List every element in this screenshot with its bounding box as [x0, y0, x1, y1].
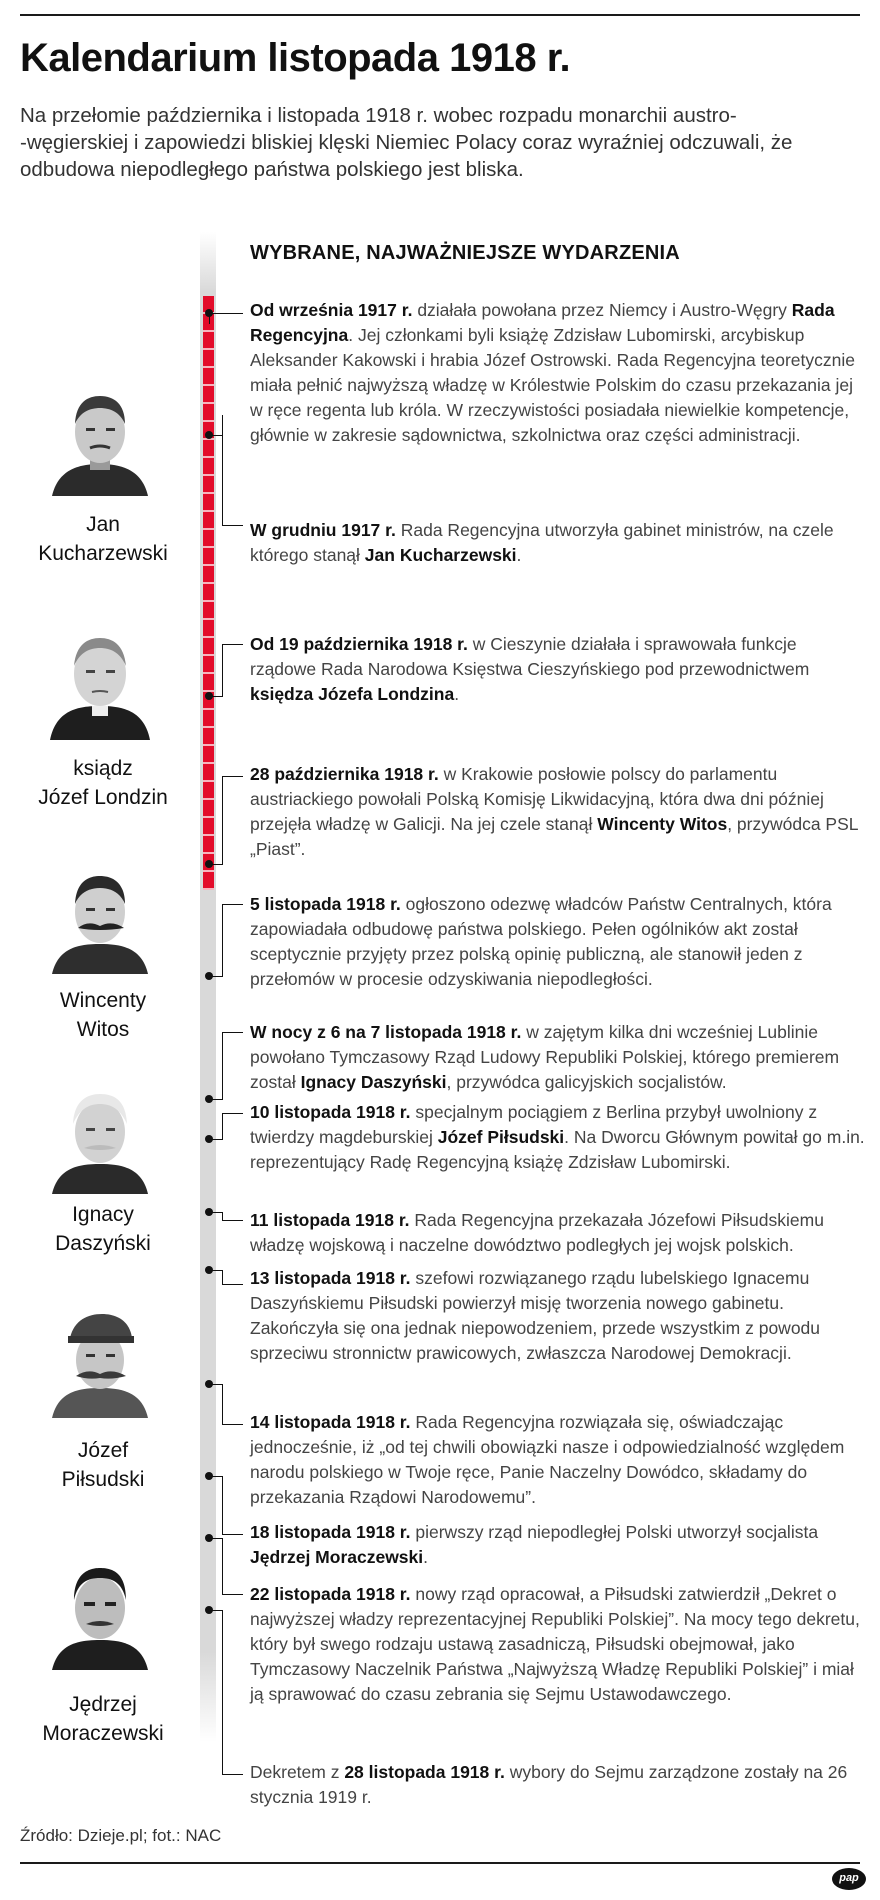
event-date-highlight: Od 19 października 1918 r.: [250, 634, 468, 654]
connector: [209, 1212, 222, 1214]
connector: [222, 1270, 243, 1285]
connector: [209, 864, 222, 866]
event-date-highlight: 11 listopada 1918 r.: [250, 1210, 410, 1230]
event-2: W grudniu 1917 r. Rada Regencyjna utworzyła gabinet ministrów, na czele którego stanął Jan Kucharzewski.: [250, 520, 834, 565]
connector: [209, 1139, 222, 1141]
portrait-jedrzej-moraczewski: [48, 1560, 152, 1670]
event-date-highlight: 28 października 1918 r.: [250, 764, 439, 784]
event-8: 11 listopada 1918 r. Rada Regencyjna przekazała Józefowi Piłsudskiemu władzę wojskową i naczelne dowództwo podległych jej wojsk polskich.: [250, 1210, 824, 1255]
event-date-highlight: 10 listopada 1918 r.: [250, 1102, 411, 1122]
person-name: Jędrzej Moraczewski: [42, 1693, 164, 1745]
connector: [209, 1270, 222, 1272]
connector: [209, 1610, 222, 1612]
connector: [222, 1610, 243, 1775]
intro-text: Na przełomie października i listopada 1918 r. wobec rozpadu monarchii austro- -węgierskiej i zapowiedzi bliskiej klęski Niemiec Polacy coraz wyraźniej odczuwali, że odbudowa niepodległego państwa polskiego jest bliska.: [20, 104, 793, 181]
person-name: ksiądz Józef Londzin: [38, 757, 168, 809]
person-name: Wincenty Witos: [59, 989, 147, 1041]
connector: [209, 696, 222, 698]
event-date-highlight: księdza Józefa Londzina: [250, 684, 455, 704]
connector: [222, 1113, 243, 1140]
connector: [222, 904, 243, 977]
portrait-ignacy-daszynski: [48, 1084, 152, 1194]
event-3: Od 19 października 1918 r. w Cieszynie działała i sprawowała funkcje rządowe Rada Narodowa Księstwa Cieszyńskiego pod przewodnictwem księdza Józefa Londzina.: [250, 634, 810, 704]
event-date-highlight: W nocy z 6 na 7 listopada 1918 r.: [250, 1022, 522, 1042]
event-date-highlight: 22 listopada 1918 r.: [250, 1584, 411, 1604]
event-date-highlight: Wincenty Witos: [597, 814, 728, 834]
event-date-highlight: Ignacy Daszyński: [300, 1072, 447, 1092]
top-rule: [20, 14, 860, 16]
timeline-red-segment: [203, 296, 214, 890]
connector: [222, 776, 243, 865]
pap-logo-text: pap: [839, 1872, 859, 1884]
event-date-highlight: 14 listopada 1918 r.: [250, 1412, 411, 1432]
connector: [209, 1538, 222, 1540]
event-9: 13 listopada 1918 r. szefowi rozwiązanego rządu lubelskiego Ignacemu Daszyńskiemu Piłsudski powierzył misję tworzenia nowego gabinetu. Zakończyła się ona jednak niepowodzeniem, przede wszystkim z powodu sprzeciwu stronnictw prawicowych, zwłaszcza Narodowej Demokracji.: [250, 1268, 821, 1363]
event-date-highlight: Józef Piłsudski: [437, 1127, 565, 1147]
event-1: Od września 1917 r. działała powołana przez Niemcy i Austro-Węgry Rada Regencyjna. Jej członkami byli książę Zdzisław Lubomirski, arcybiskup Aleksander Kakowski i hrabia Józef Ostrowski. Rada Regencyjna teoretycznie miała pełnić najwyższą władzę w Królestwie Polskim do czasu przekazania jej w ręce regenta lub króla. W rzeczywistości posiadała niewielkie kompetencje, głównie w zakresie sądownictwa, szkolnictwa oraz części administracji.: [250, 300, 856, 445]
pap-logo: [832, 1868, 866, 1890]
event-date-highlight: 28 listopada 1918 r.: [344, 1762, 505, 1782]
person-name: Ignacy Daszyński: [55, 1203, 151, 1255]
connector: [209, 1384, 222, 1386]
section-heading: WYBRANE, NAJWAŻNIEJSZE WYDARZENIA: [250, 242, 680, 264]
bottom-rule: [20, 1862, 860, 1864]
connector: [222, 644, 243, 697]
event-13: Dekretem z 28 listopada 1918 r. wybory do Sejmu zarządzone zostały na 26 stycznia 1919 r.: [250, 1762, 848, 1807]
event-date-highlight: 5 listopada 1918 r.: [250, 894, 401, 914]
event-12: 22 listopada 1918 r. nowy rząd opracował, a Piłsudski zatwierdził „Dekret o najwyższej władzy reprezentacyjnej Republiki Polskiej”. Na mocy tego dekretu, który był swego rodzaju ustawą zasadniczą, Piłsudski obejmował, jako Tymczasowy Naczelnik Państwa „Najwyższą Władzę Republiki Polskiej” i miał ją sprawować do czasu zebrania się Sejmu Ustawodawczego.: [250, 1584, 860, 1704]
event-10: 14 listopada 1918 r. Rada Regencyjna rozwiązała się, oświadczając jednocześnie, iż „od tej chwili obowiązki nasze i odpowiedzialność względem narodu polskiego w Twoje ręce, Panie Naczelny Dowódco, składamy do przekazania Rządowi Narodowemu”.: [250, 1412, 845, 1507]
connector: [209, 435, 222, 437]
event-date-highlight: W grudniu 1917 r.: [250, 520, 396, 540]
connector: [209, 1476, 222, 1478]
event-7: 10 listopada 1918 r. specjalnym pociągiem z Berlina przybył uwolniony z twierdzy magdeburskiej Józef Piłsudski. Na Dworcu Głównym powitał go m.in. reprezentujący Radę Regencyjną książę Zdzisław Lubomirski.: [250, 1102, 865, 1172]
event-date-highlight: Jędrzej Moraczewski: [250, 1547, 424, 1567]
source-credit: Źródło: Dzieje.pl; fot.: NAC: [20, 1826, 222, 1845]
connector: [222, 1384, 243, 1425]
event-date-highlight: Od września 1917 r.: [250, 300, 413, 320]
event-date-highlight: Rada Regencyjna: [250, 300, 835, 345]
connector: [209, 976, 222, 978]
event-6: W nocy z 6 na 7 listopada 1918 r. w zajętym kilka dni wcześniej Lublinie powołano Tymczasowy Rząd Ludowy Republiki Polskiej, którego premierem został Ignacy Daszyński, przywódca galicyjskich socjalistów.: [250, 1022, 840, 1092]
connector: [222, 1212, 243, 1221]
event-4: 28 października 1918 r. w Krakowie posłowie polscy do parlamentu austriackiego powołali Polską Komisję Likwidacyjną, która dwa dni później przejęła władzę w Galicji. Na jej czele stanął Wincenty Witos, przywódca PSL „Piast”.: [250, 764, 858, 859]
connector: [222, 1032, 243, 1100]
page-title: Kalendarium listopada 1918 r.: [20, 36, 571, 80]
event-date-highlight: Jan Kucharzewski: [364, 545, 517, 565]
connector: [222, 1538, 243, 1595]
event-date-highlight: 18 listopada 1918 r.: [250, 1522, 411, 1542]
person-name: Józef Piłsudski: [61, 1439, 145, 1491]
connector: [222, 415, 243, 526]
event-11: 18 listopada 1918 r. pierwszy rząd niepodległej Polski utworzył socjalista Jędrzej Moraczewski.: [250, 1522, 819, 1567]
person-name: Jan Kucharzewski: [38, 513, 168, 565]
portrait-jozef-pilsudski: [48, 1308, 152, 1418]
connector: [209, 1099, 222, 1101]
connector: [209, 313, 243, 324]
portrait-jan-kucharzewski: [48, 386, 152, 496]
portrait-jozef-londzin: [48, 630, 152, 740]
event-5: 5 listopada 1918 r. ogłoszono odezwę władców Państw Centralnych, która zapowiadała odbudowę państwa polskiego. Pełen ogólników akt został sceptycznie przyjęty przez polską opinię publiczną, ale stanowił jeden z przełomów w procesie odzyskiwania niepodległości.: [250, 894, 832, 989]
event-date-highlight: 13 listopada 1918 r.: [250, 1268, 411, 1288]
portrait-wincenty-witos: [48, 864, 152, 974]
connector: [222, 1476, 243, 1535]
